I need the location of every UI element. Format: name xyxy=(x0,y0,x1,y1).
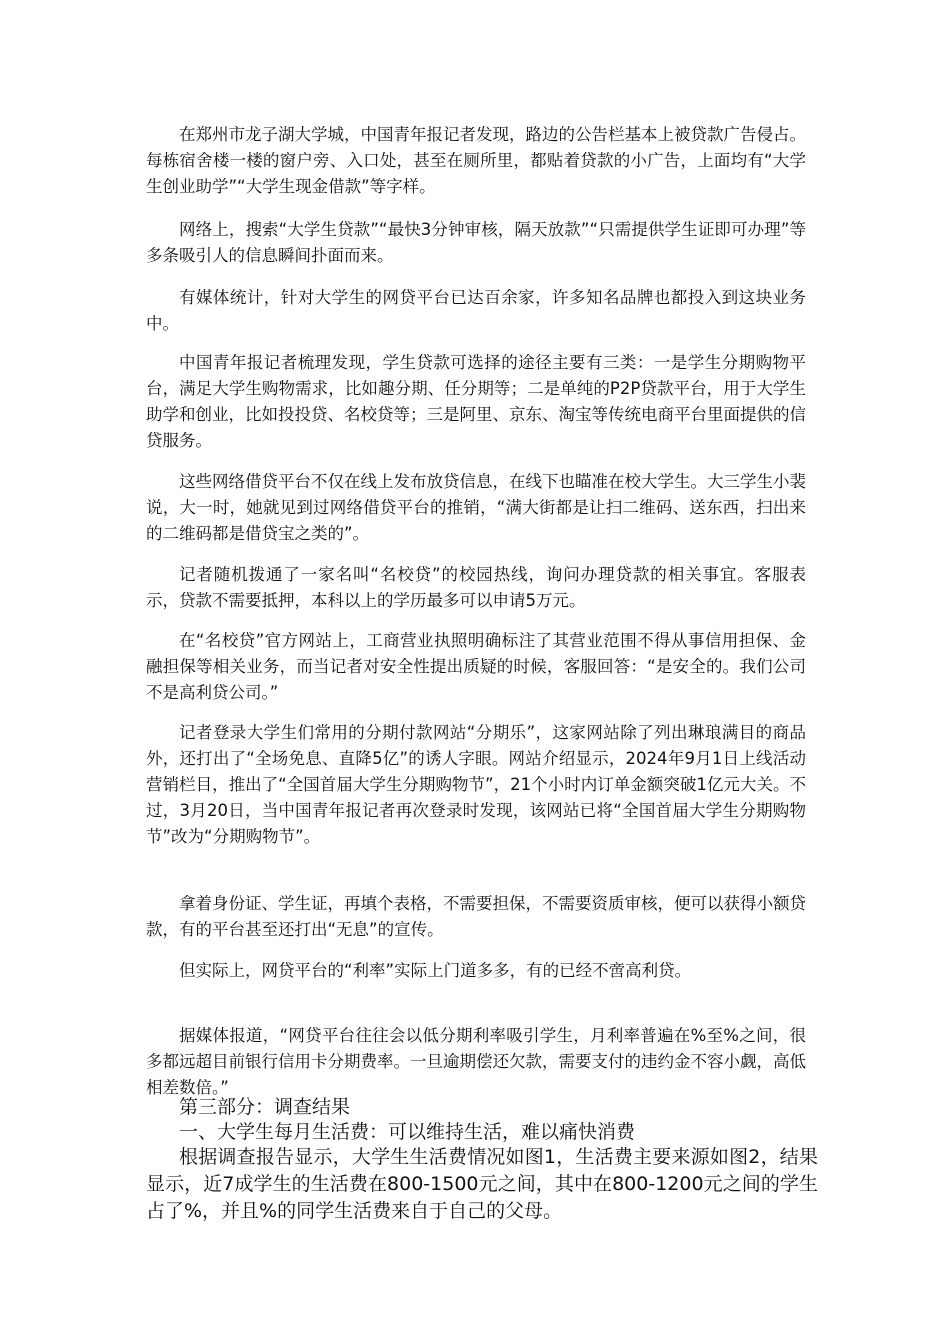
paragraph-4: 中国青年报记者梳理发现，学生贷款可选择的途径主要有三类：一是学生分期购物平台，满足大学生购物需求，比如趣分期、任分期等；二是单纯的P2P贷款平台，用于大学生助学和创业，比如投投贷、名校贷等；三是阿里、京东、淘宝等传统电商平台里面提供的信贷服务。 xyxy=(146,353,806,450)
paragraph-9: 拿着身份证、学生证，再填个表格，不需要担保，不需要资质审核，便可以获得小额贷款，有的平台甚至还打出“无息”的宣传。 xyxy=(146,894,806,939)
paragraph-7: 在“名校贷”官方网站上，工商营业执照明确标注了其营业范围不得从事信用担保、金融担保等相关业务，而当记者对安全性提出质疑的时候，客服回答：“是安全的。我们公司不是高利贷公司。” xyxy=(146,631,806,702)
paragraph-8: 记者登录大学生们常用的分期付款网站“分期乐”，这家网站除了列出琳琅满目的商品外，还打出了“全场免息、直降5亿”的诱人字眼。网站介绍显示，2024年9月1日上线活动营销栏目，推出了“全国首届大学生分期购物节”，21个小时内订单金额突破1亿元大关。不过，3月20日，当中国青年报记者再次登录时发现，该网站已将“全国首届大学生分期购物节”改为“分期购物节”。 xyxy=(146,723,806,846)
paragraph-11: 据媒体报道，“网贷平台往往会以低分期利率吸引学生，月利率普遍在%至%之间，很多都远超目前银行信用卡分期费率。一旦逾期偿还欠款，需要支付的违约金不容小觑，高低相差数倍。” xyxy=(146,1026,806,1097)
paragraph-5: 这些网络借贷平台不仅在线上发布放贷信息，在线下也瞄准在校大学生。大三学生小裴说，大一时，她就见到过网络借贷平台的推销，“满大街都是让扫二维码、送东西，扫出来的二维码都是借贷宝之类的”。 xyxy=(146,472,806,543)
section-body: 根据调查报告显示，大学生生活费情况如图1，生活费主要来源如图2，结果显示，近7成学生的生活费在800-1500元之间，其中在800-1200元之间的学生占了%，并且%的同学生活费来自于自己的父母。 xyxy=(146,1146,818,1222)
section-title: 第三部分：调查结果 xyxy=(179,1096,351,1118)
paragraph-3: 有媒体统计，针对大学生的网贷平台已达百余家，许多知名品牌也都投入到这块业务中。 xyxy=(146,288,806,333)
paragraph-1: 在郑州市龙子湖大学城，中国青年报记者发现，路边的公告栏基本上被贷款广告侵占。每栋宿舍楼一楼的窗户旁、入口处，甚至在厕所里，都贴着贷款的小广告，上面均有“大学生创业助学”“大学生现金借款”等字样。 xyxy=(146,125,806,196)
paragraph-10: 但实际上，网贷平台的“利率”实际上门道多多，有的已经不啻高利贷。 xyxy=(179,961,692,980)
paragraph-2: 网络上，搜索“大学生贷款”“最快3分钟审核，隔天放款”“只需提供学生证即可办理”等多条吸引人的信息瞬间扑面而来。 xyxy=(146,220,806,265)
paragraph-6: 记者随机拨通了一家名叫“名校贷”的校园热线，询问办理贷款的相关事宜。客服表示，贷款不需要抵押，本科以上的学历最多可以申请5万元。 xyxy=(146,565,806,610)
section-subtitle: 一、大学生每月生活费：可以维持生活，难以痛快消费 xyxy=(179,1121,636,1143)
